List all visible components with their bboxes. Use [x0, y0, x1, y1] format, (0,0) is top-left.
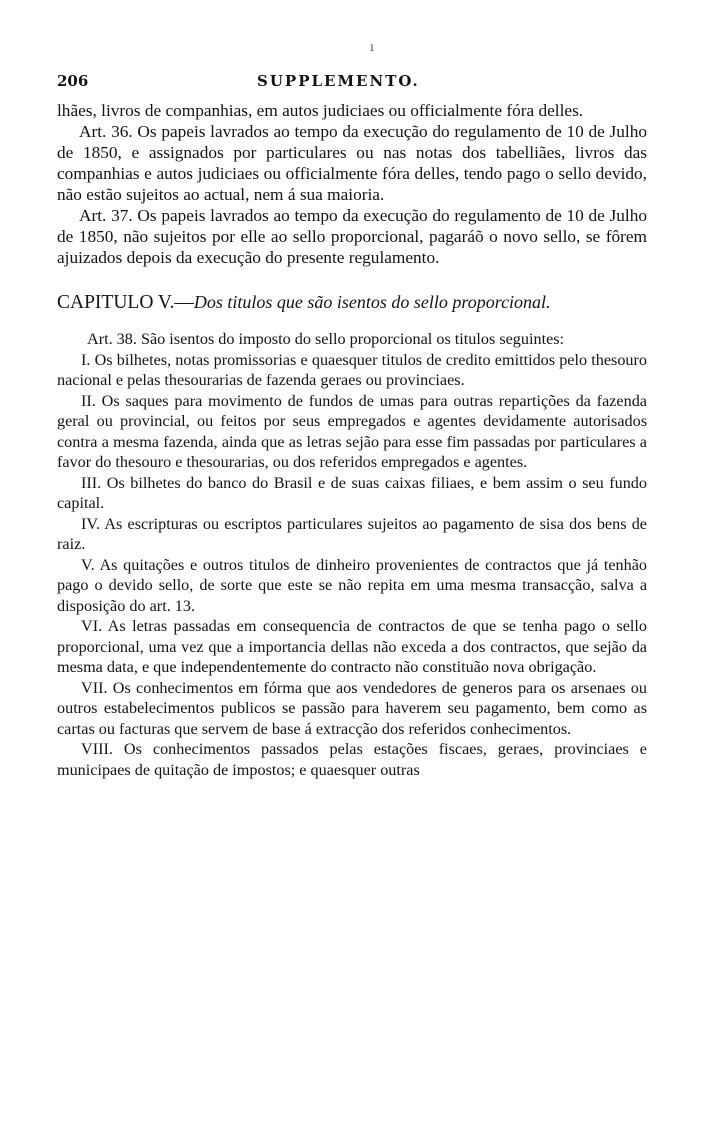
list-item: I. Os bilhetes, notas promissorias e quaesquer titulos de credito emittidos pelo thesouro nacional e pelas thesourarias de fazenda geraes ou provinciaes. — [57, 350, 647, 389]
list-item: IV. As escripturas ou escriptos particulares sujeitos ao pagamento de sisa dos bens de raiz. — [57, 514, 647, 553]
list-item: II. Os saques para movimento de fundos de umas para outras repartições da fazenda geral ou provincial, ou feitos por seus empregados e agentes devidamente autorisados contra a mesma fazenda, ainda que as letras sejão para esse fim passadas por particulares a favor do thesouro e thesourarias, ou dos referidos empregados e agentes. — [57, 391, 647, 471]
article-38-intro: Art. 38. São isentos do imposto do sello proporcional os titulos seguintes: — [87, 330, 565, 348]
article-37: Art. 37. Os papeis lavrados ao tempo da execução do regulamento de 10 de Julho de 1850, não sujeitos por elle ao sello proporcional, pagaráõ o novo sello, se fôrem ajuizados depois da execução do presente regulamento. — [57, 206, 647, 267]
chapter-label: CAPITULO V.— — [57, 292, 194, 313]
list-item: VII. Os conhecimentos em fórma que aos vendedores de generos para os arsenaes ou outros estabelecimentos publicos se passão para haverem seu pagamento, bem como as cartas ou facturas que servem de base á extracção dos referidos conhecimentos. — [57, 678, 647, 738]
chapter-title: Dos titulos que são isentos do sello proporcional. — [193, 292, 551, 312]
article-36: Art. 36. Os papeis lavrados ao tempo da execução do regulamento de 10 de Julho de 1850, e assignados por particulares ou nas notas dos tabelliães, livros das companhias e autos judiciaes ou officialmente fóra delles, tendo pago o sello devido, não estão sujeitos ao actual, nem á sua maioria. — [57, 122, 647, 204]
page-number: 206 — [57, 72, 89, 90]
article-38 — [57, 329, 647, 780]
list-item: V. As quitações e outros titulos de dinheiro provenientes de contractos que já tenhão pago o devido sello, de sorte que este se não repita em uma mesma transacção, salva a disposição do art. 13. — [57, 555, 647, 615]
running-head: SUPPLEMENTO. — [257, 72, 420, 90]
body-text — [57, 100, 647, 780]
continuation-paragraph: lhães, livros de companhias, em autos judiciaes ou officialmente fóra delles. — [57, 101, 584, 120]
list-item: III. Os bilhetes do banco do Brasil e de suas caixas filiaes, e bem assim o seu fundo capital. — [57, 473, 647, 512]
chapter-heading — [57, 290, 647, 315]
page-header — [57, 72, 647, 94]
list-item: VIII. Os conhecimentos passados pelas estações fiscaes, geraes, provinciaes e municipaes de quitação de impostos; e quaesquer outras — [57, 740, 647, 779]
list-item: VI. As letras passadas em consequencia de contractos de que se tenha pago o sello proporcional, uma vez que a importancia dellas não exceda a dos contractos, que sejão da mesma data, e que independentemente do contracto não constituão nova obrigação. — [57, 617, 647, 676]
print-speck: ı — [370, 40, 374, 54]
